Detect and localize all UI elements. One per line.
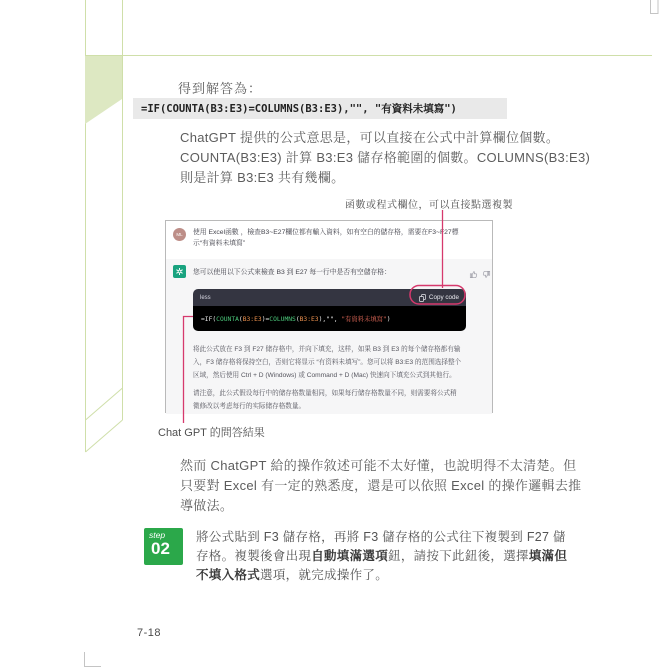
paragraph1-line2: COUNTA(B3:E3) 計算 B3:E3 儲存格範圍的個數。COLUMNS(B3:E3) bbox=[180, 150, 591, 165]
callout-copy-hint: 函數或程式欄位，可以直接點選複製 bbox=[345, 200, 513, 211]
crop-mark-bottom-left bbox=[85, 652, 102, 667]
code-block bbox=[193, 289, 466, 331]
step-line3-text: 選項，就完成操作了。 bbox=[260, 568, 389, 582]
user-message-line2: 示“有資料未填寫” bbox=[193, 240, 246, 247]
code-line bbox=[201, 314, 391, 323]
chatgpt-screenshot bbox=[165, 220, 493, 413]
paragraph2-line3: 導做法。 bbox=[180, 498, 234, 513]
code-seg: ) bbox=[386, 316, 391, 323]
copy-code-button[interactable] bbox=[419, 294, 459, 302]
code-seg: =IF( bbox=[201, 316, 217, 323]
assistant-intro: 您可以使用以下公式來檢查 B3 到 E27 每一行中是否有空儲存格： bbox=[193, 269, 391, 276]
code-seg: COUNTA bbox=[216, 316, 239, 323]
step-line1: 將公式貼到 F3 儲存格，再將 F3 儲存格的公式往下複製到 F27 儲 bbox=[196, 530, 566, 544]
code-seg: ),"", bbox=[318, 316, 342, 323]
paragraph1-line3: 則是計算 B3:E3 共有幾欄。 bbox=[180, 170, 345, 185]
page-number: 7-18 bbox=[137, 627, 162, 639]
thumbs-up-icon[interactable] bbox=[469, 270, 478, 279]
ribbon-green-tab bbox=[85, 55, 122, 124]
code-seg: "有資料未填寫" bbox=[341, 316, 387, 323]
assistant-para1-line3: 区域，然后使用 Ctrl + D (Windows) 或 Command + D (Mac) 快速向下填充公式到其他行。 bbox=[193, 372, 456, 379]
ribbon-diagonal-2 bbox=[86, 420, 123, 452]
code-block-header bbox=[193, 289, 466, 306]
step-line2-bold2: 填滿但 bbox=[528, 549, 568, 563]
code-seg: COLUMNS bbox=[269, 316, 296, 323]
assistant-para2-line2: 微修改以考虑每行的实际储存格数量。 bbox=[193, 403, 306, 410]
assistant-para1-line1: 将此公式放在 F3 到 F27 储存格中，并向下填充，这样，如果 B3 到 E3 的每个储存格都有输 bbox=[193, 346, 461, 353]
code-seg: ( bbox=[238, 316, 243, 323]
callout-chatgpt-result: Chat GPT 的問答結果 bbox=[158, 427, 265, 439]
formula-box bbox=[133, 98, 507, 119]
lead-text: 得到解答為： bbox=[178, 81, 263, 96]
step-line3 bbox=[196, 565, 388, 583]
chatgpt-logo-icon bbox=[173, 265, 186, 278]
step-badge-label: step bbox=[149, 530, 166, 540]
user-avatar bbox=[173, 228, 186, 241]
code-language-label: less bbox=[200, 294, 211, 301]
crop-mark-top-right bbox=[651, 0, 659, 14]
paragraph2-line1: 然而 ChatGPT 給的操作敘述可能不太好懂，也說明得不太清楚。但 bbox=[180, 458, 577, 473]
ribbon-diagonal-1 bbox=[86, 388, 123, 420]
paragraph2-line2: 只要對 Excel 有一定的熟悉度，還是可以依照 Excel 的操作邏輯去推 bbox=[180, 478, 582, 493]
step-badge bbox=[144, 528, 183, 565]
formula-code: =IF(COUNTA(B3:E3)=COLUMNS(B3:E3),"", "有資料未填寫") bbox=[141, 103, 457, 115]
assistant-para2-line1: 请注意，此公式假设每行中的储存格数量相同，如果每行储存格数量不同，则需要将公式稍 bbox=[193, 390, 457, 397]
user-avatar-initials: ML bbox=[176, 232, 183, 237]
code-block-body bbox=[193, 306, 466, 331]
step-line3-bold: 不填入格式 bbox=[196, 568, 261, 582]
user-message-line1: 使用 Excel函數 ，檢查B3~E27欄位都有輸入資料，如有空白的儲存格，需要在F3~F27標 bbox=[193, 229, 459, 236]
paragraph1-line1: ChatGPT 提供的公式意思是，可以直接在公式中計算欄位個數。 bbox=[180, 130, 560, 145]
copy-icon bbox=[419, 294, 426, 302]
assistant-para1-line2: 入，F3 储存格将保持空白，否则它将显示 “有资料未填写”。您可以将 B3:E3 的范围选择整个 bbox=[193, 359, 462, 366]
thumbs-down-icon[interactable] bbox=[482, 270, 491, 279]
code-seg: B3:E3 bbox=[299, 316, 319, 323]
copy-code-label: Copy code bbox=[428, 294, 459, 301]
step-badge-number: 02 bbox=[151, 539, 170, 558]
step-line2-bold1: 自動填滿選項 bbox=[311, 549, 389, 563]
code-seg: )= bbox=[261, 316, 270, 323]
code-seg: B3:E3 bbox=[242, 316, 262, 323]
code-seg: ( bbox=[295, 316, 300, 323]
step-line2-text2: 鈕，請按下此鈕後，選擇 bbox=[388, 549, 529, 563]
step-line2-text: 存格。複製後會出現 bbox=[196, 549, 312, 563]
openai-knot-icon bbox=[175, 267, 184, 276]
step-line2 bbox=[196, 546, 567, 564]
